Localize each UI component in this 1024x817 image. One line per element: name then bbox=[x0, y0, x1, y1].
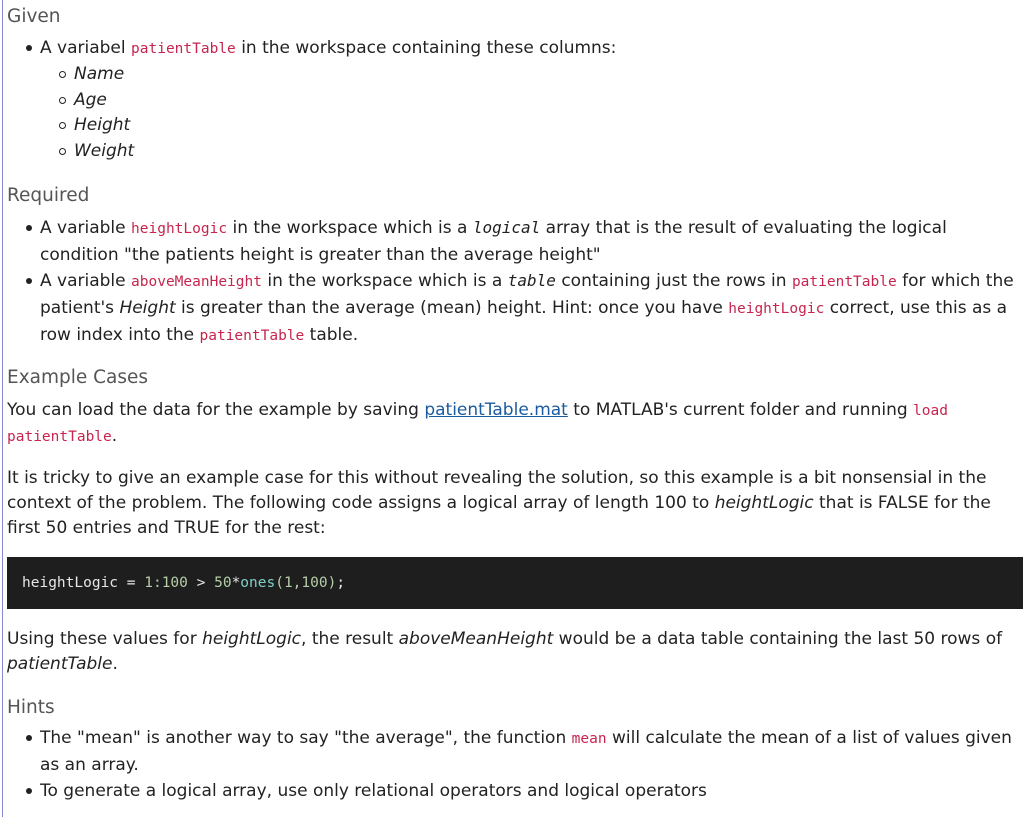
required-item-heightlogic: A variable heightLogic in the workspace which is a logical array that is the result of evaluating the logical condition "the patients height is greater than the average height" bbox=[7, 215, 1017, 268]
given-item: A variabel patientTable in the workspace containing these columns: Name Age Height Weight bbox=[7, 35, 616, 164]
code-abovemeanheight: aboveMeanHeight bbox=[131, 274, 262, 290]
given-list bbox=[7, 35, 616, 164]
type-table: table bbox=[507, 271, 556, 290]
column-item: Weight bbox=[40, 139, 616, 165]
example-explanation: It is tricky to give an example case for this without revealing the solution, so this example is a bit nonsensial in the context of the problem. The following code assigns a logical array of length 100 to heightLogic that is FALSE for the first 50 entries and TRUE for the rest: bbox=[7, 468, 991, 538]
code-load-command: load patientTable bbox=[7, 403, 948, 445]
left-border-rule bbox=[2, 0, 3, 817]
hints-list bbox=[7, 725, 1017, 804]
hints-heading: Hints bbox=[7, 697, 55, 718]
code-block: heightLogic = 1:100 > 50*ones(1,100); bbox=[7, 557, 1023, 609]
example-result: Using these values for heightLogic, the result aboveMeanHeight would be a data table containing the last 50 rows of patientTable. bbox=[7, 629, 1003, 674]
code-token-fn: ones bbox=[240, 575, 276, 591]
example-cases-heading: Example Cases bbox=[7, 367, 149, 388]
code-patienttable: patientTable bbox=[791, 274, 897, 290]
hint-item-operators: To generate a logical array, use only relational operators and logical operators bbox=[7, 778, 1017, 804]
column-item: Height bbox=[40, 113, 616, 139]
required-item-abovemeanheight: A variable aboveMeanHeight in the workspace which is a table containing just the rows in patientTable for which the patient's Height is greater than the average (mean) height. Hint: once you have heightLogic correct, use this as a row index into the patientTable table. bbox=[7, 268, 1017, 349]
column-item: Age bbox=[40, 88, 616, 114]
code-patienttable: patientTable bbox=[199, 328, 305, 344]
column-item: Name bbox=[40, 62, 616, 88]
hint-item-mean: The "mean" is another way to say "the average", the function mean will calculate the mean of a list of values given as an array. bbox=[7, 725, 1017, 778]
code-heightlogic: heightLogic bbox=[131, 221, 228, 237]
patienttable-mat-link[interactable]: patientTable.mat bbox=[424, 400, 568, 420]
required-list bbox=[7, 215, 1017, 349]
columns-list bbox=[40, 62, 616, 164]
code-mean: mean bbox=[571, 731, 607, 747]
code-token-var: heightLogic bbox=[22, 575, 119, 591]
load-instructions: You can load the data for the example by saving patientTable.mat to MATLAB's current folder and running load patientTable. bbox=[7, 400, 948, 446]
given-heading: Given bbox=[7, 6, 61, 27]
required-heading: Required bbox=[7, 185, 90, 206]
code-heightlogic: heightLogic bbox=[728, 301, 825, 317]
code-patienttable: patientTable bbox=[131, 41, 236, 57]
type-logical: logical bbox=[472, 218, 541, 237]
